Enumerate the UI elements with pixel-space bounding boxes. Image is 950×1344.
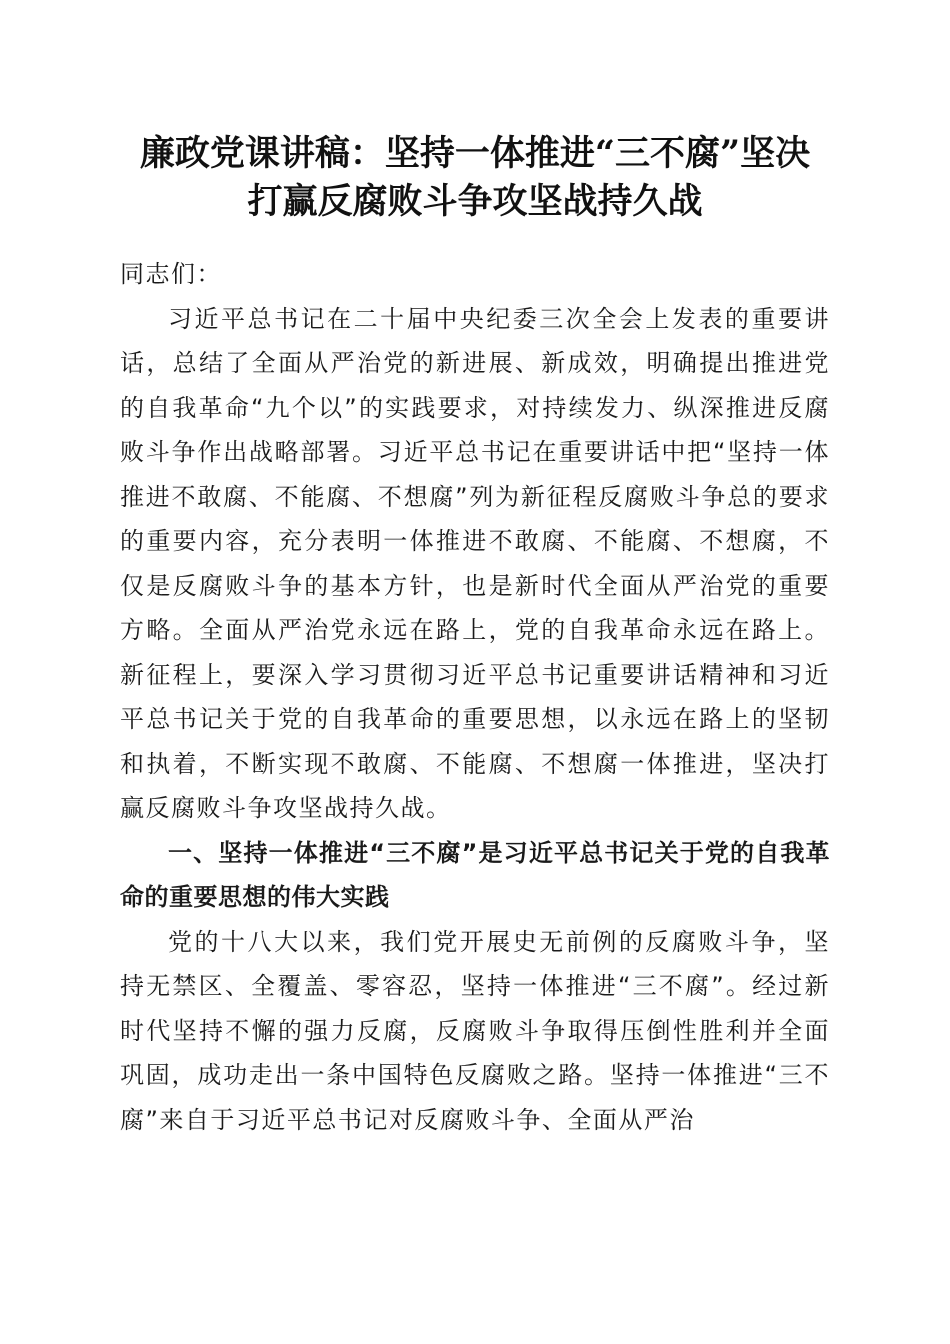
paragraph-1: 习近平总书记在二十届中央纪委三次全会上发表的重要讲话，总结了全面从严治党的新进展、新成效，明确提出推进党的自我革命“九个以”的实践要求，对持续发力、纵深推进反腐败斗争作出战略部署。习近平总书记在重要讲话中把“坚持一体推进不敢腐、不能腐、不想腐”列为新征程反腐败斗争总的要求的重要内容，充分表明一体推进不敢腐、不能腐、不想腐，不仅是反腐败斗争的基本方针，也是新时代全面从严治党的重要方略。全面从严治党永远在路上，党的自我革命永远在路上。新征程上，要深入学习贯彻习近平总书记重要讲话精神和习近平总书记关于党的自我革命的重要思想，以永远在路上的坚韧和执着，不断实现不敢腐、不能腐、不想腐一体推进，坚决打赢反腐败斗争攻坚战持久战。 [120,304,830,822]
title-line-2: 打赢反腐败斗争攻坚战持久战 [247,181,703,222]
paragraph-2: 党的十八大以来，我们党开展史无前例的反腐败斗争，坚持无禁区、全覆盖、零容忍，坚持一体推进“三不腐”。经过新时代坚持不懈的强力反腐，反腐败斗争取得压倒性胜利并全面巩固，成功走出一条中国特色反腐败之路。坚持一体推进“三不腐”来自于习近平总书记对反腐败斗争、全面从严治 [120,927,830,1134]
document-title [110,130,840,226]
document-body [120,252,830,1142]
title-line-1: 廉政党课讲稿：坚持一体推进“三不腐”坚决 [139,133,811,174]
section-heading-1: 一、坚持一体推进“三不腐”是习近平总书记关于党的自我革命的重要思想的伟大实践 [120,838,830,911]
salutation: 同志们： [120,260,222,288]
